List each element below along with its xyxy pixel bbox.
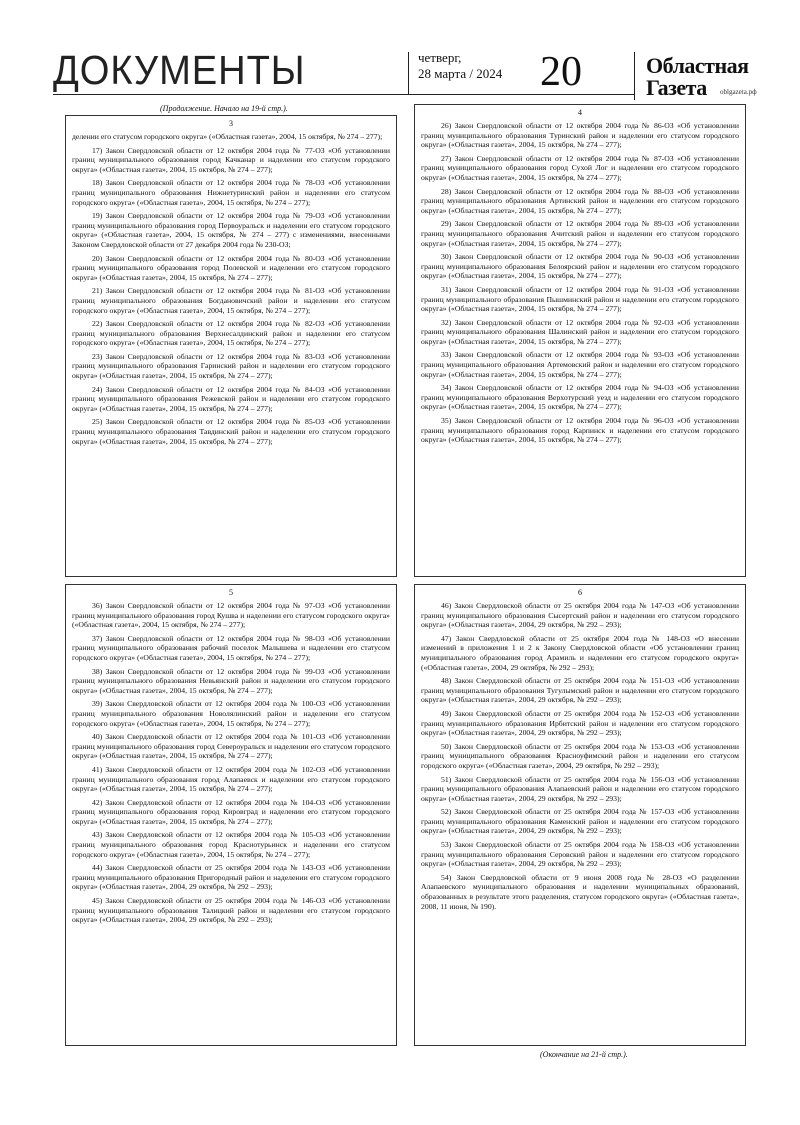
law-item: 42) Закон Свердловской области от 12 октября 2004 года № 104-ОЗ «Об установлении границ муниципального образования город Кировград и наделении его статусом городского округа» («Областная газета», 2004, 15 октября, № 274 – 277); xyxy=(72,797,390,826)
ending-note: (Окончание на 21-й стр.). xyxy=(540,1050,628,1059)
law-item: 49) Закон Свердловской области от 25 октября 2004 года № 152-ОЗ «Об установлении границ муниципального образования Ирбитский район и наделении его статусом городского округа» («Областная газета», 2004, 29 октября, № 292 – 293); xyxy=(421,708,739,738)
law-item: 48) Закон Свердловской области от 25 октября 2004 года № 151-ОЗ «Об установлении границ муниципального образования Тугулымский район и наделении его статусом городского округа» («Областная газета», 2004, 29 октября, № 292 – 293); xyxy=(421,676,739,705)
panel-number: 3 xyxy=(229,119,233,128)
panel-number: 4 xyxy=(578,108,582,117)
law-item: 35) Закон Свердловской области от 12 октября 2004 года № 96-ОЗ «Об установлении границ муниципального образования город Карпинск и наделении его статусом городского округа» («Областная газета», 2004, 15 октября, № 274 – 277); xyxy=(421,416,739,445)
panel-number: 6 xyxy=(578,588,582,597)
newspaper-logo-line1: Областная xyxy=(646,53,749,78)
section-title: ДОКУМЕНТЫ xyxy=(53,47,306,93)
law-item: 32) Закон Свердловской области от 12 октября 2004 года № 92-ОЗ «Об установлении границ муниципального образования Шалинский район и наделении его статусом городского округа» («Областная газета», 2004, 15 октября, № 274 – 277); xyxy=(421,317,739,346)
law-item: 36) Закон Свердловской области от 12 октября 2004 года № 97-ОЗ «Об установлении границ муниципального образования город Кушва и наделении его статусом городского округа» («Областная газета», 2004, 15 октября, № 274 – 277); xyxy=(72,601,390,630)
document-panel-6 xyxy=(414,584,746,1046)
document-panel-5 xyxy=(65,584,397,1046)
page-number: 20 xyxy=(540,49,582,95)
panel-body xyxy=(415,121,745,445)
law-item: 30) Закон Свердловской области от 12 октября 2004 года № 90-ОЗ «Об установлении границ муниципального образования Белоярский район и наделении его статусом городского округа» («Областная газета», 2004, 15 октября, № 274 – 277); xyxy=(421,252,739,281)
panel-number: 5 xyxy=(229,588,233,597)
law-item: 29) Закон Свердловской области от 12 октября 2004 года № 89-ОЗ «Об установлении границ муниципального образования Ачитский район и наделении его статусом городского округа» («Областная газета», 2004, 15 октября, № 274 – 277); xyxy=(421,219,739,248)
panel-body xyxy=(415,601,745,911)
law-item: 24) Закон Свердловской области от 12 октября 2004 года № 84-ОЗ «Об установлении границ муниципального образования Режевской район и наделении его статусом городского округа» («Областная газета», 2004, 15 октября, № 274 – 277); xyxy=(72,384,390,413)
law-item: 19) Закон Свердловской области от 12 октября 2004 года № 79-ОЗ «Об установлении границ муниципального образования город Первоуральск и наделении его статусом городского округа» («Областная газета», 2004, 15 октября, № 274 – 277) с изменениями, внесенными Законом Свердловской области от 27 декабря 2004 года № 230-ОЗ; xyxy=(72,211,390,249)
law-item: 33) Закон Свердловской области от 12 октября 2004 года № 93-ОЗ «Об установлении границ муниципального образования Артемовский район и наделении его статусом городского округа» («Областная газета», 2004, 15 октября, № 274 – 277); xyxy=(421,350,739,379)
issue-weekday: четверг, xyxy=(418,50,462,65)
law-item: 43) Закон Свердловской области от 12 октября 2004 года № 105-ОЗ «Об установлении границ муниципального образования город Краснотурьинск и наделении его статусом городского округа» («Областная газета», 2004, 15 октября, № 274 – 277); xyxy=(72,830,390,859)
law-item: 52) Закон Свердловской области от 25 октября 2004 года № 157-ОЗ «Об установлении границ муниципального образования Каменский район и наделении его статусом городского округа» («Областная газета», 2004, 29 октября, № 292 – 293); xyxy=(421,807,739,836)
law-item: 34) Закон Свердловской области от 12 октября 2004 года № 94-ОЗ «Об установлении границ муниципального образования Верхотурский уезд и наделении его статусом городского округа» («Областная газета», 2004, 15 октября, № 274 – 277); xyxy=(421,383,739,412)
law-item: 27) Закон Свердловской области от 12 октября 2004 года № 87-ОЗ «Об установлении границ муниципального образования город Сухой Лог и наделении его статусом городского округа» («Областная газета», 2004, 15 октября, № 274 – 277); xyxy=(421,153,739,182)
date-underline xyxy=(408,94,634,95)
law-item: 18) Закон Свердловской области от 12 октября 2004 года № 78-ОЗ «Об установлении границ муниципального образования Нижнетуринский район и наделении его статусом городского округа» («Областная газета», 2004, 15 октября, № 274 – 277); xyxy=(72,178,390,207)
newspaper-logo-line2: Газета xyxy=(646,75,707,100)
law-item: 37) Закон Свердловской области от 12 октября 2004 года № 98-ОЗ «Об установлении границ муниципального образования рабочий поселок Малышева и наделении его статусом городского округа» («Областная газета», 2004, 15 октября, № 274 – 277); xyxy=(72,633,390,662)
page-header xyxy=(0,0,800,100)
law-item: 21) Закон Свердловской области от 12 октября 2004 года № 81-ОЗ «Об установлении границ муниципального образования Богдановичский район и наделении его статусом городского округа» («Областная газета», 2004, 15 октября, № 274 – 277); xyxy=(72,286,390,315)
law-item: 39) Закон Свердловской области от 12 октября 2004 года № 100-ОЗ «Об установлении границ муниципального образования Новолялинский район и наделении его статусом городского округа» («Областная газета», 2004, 15 октября, № 274 – 277); xyxy=(72,699,390,728)
law-item: делении его статусом городского округа» («Областная газета», 2004, 15 октября, № 274 – 277); xyxy=(72,132,383,141)
law-item: 41) Закон Свердловской области от 12 октября 2004 года № 102-ОЗ «Об установлении границ муниципального образования город Алапаевск и наделении его статусом городского округа» («Областная газета», 2004, 15 октября, № 274 – 277); xyxy=(72,764,390,794)
law-item: 50) Закон Свердловской области от 25 октября 2004 года № 153-ОЗ «Об установлении границ муниципального образования Красноуфимский район и наделении его статусом городского округа» («Областная газета», 2004, 29 октября, № 292 – 293); xyxy=(421,741,739,770)
law-item: 51) Закон Свердловской области от 25 октября 2004 года № 156-ОЗ «Об установлении границ муниципального образования Алапаевский район и наделении его статусом городского округа» («Областная газета», 2004, 29 октября, № 292 – 293); xyxy=(421,774,739,803)
law-item: 47) Закон Свердловской области от 25 октября 2004 года № 148-ОЗ «О внесении изменений в приложения 1 и 2 к Закону Свердловской области «Об установлении границ муниципального образования город Арамиль и наделении его статусом городского округа» («Областная газета», 2004, 29 октября, № 292 – 293); xyxy=(421,633,739,672)
law-item: 54) Закон Свердловской области от 9 июня 2008 года № 28-ОЗ «О разделении Алапаевского муниципального образования и наделении муниципальных образований, образованных в результате этого разделения, статусом городского округа» («Областная газета», 2008, 11 июня, № 190). xyxy=(421,872,739,911)
law-item: 25) Закон Свердловской области от 12 октября 2004 года № 85-ОЗ «Об установлении границ муниципального образования Тавдинский район и наделении его статусом городского округа» («Областная газета», 2004, 15 октября, № 274 – 277); xyxy=(72,417,390,446)
law-item: 53) Закон Свердловской области от 25 октября 2004 года № 158-ОЗ «Об установлении границ муниципального образования Серовский район и наделении его статусом городского округа» («Областная газета», 2004, 29 октября, № 292 – 293); xyxy=(421,840,739,869)
law-item: 45) Закон Свердловской области от 25 октября 2004 года № 146-ОЗ «Об установлении границ муниципального образования Талицкий район и наделении его статусом городского округа» («Областная газета», 2004, 29 октября, № 292 – 293); xyxy=(72,896,390,925)
continued-note: (Продолжение. Начало на 19-й стр.). xyxy=(160,104,288,113)
law-item: 17) Закон Свердловской области от 12 октября 2004 года № 77-ОЗ «Об установлении границ муниципального образования город Качканар и наделении его статусом городского округа» («Областная газета», 2004, 15 октября, № 274 – 277); xyxy=(72,145,390,174)
newspaper-site: oblgazeta.рф xyxy=(720,88,757,96)
panel-body xyxy=(66,132,396,446)
header-divider-left xyxy=(408,52,409,94)
law-item: 28) Закон Свердловской области от 12 октября 2004 года № 88-ОЗ «Об установлении границ муниципального образования Артинский район и наделении его статусом городского округа» («Областная газета», 2004, 15 октября, № 274 – 277); xyxy=(421,186,739,215)
law-item: 40) Закон Свердловской области от 12 октября 2004 года № 101-ОЗ «Об установлении границ муниципального образования город Североуральск и наделении его статусом городского округа» («Областная газета», 2004, 15 октября, № 274 – 277); xyxy=(72,732,390,761)
law-item: 44) Закон Свердловской области от 25 октября 2004 года № 143-ОЗ «Об установлении границ муниципального образования Пригородный район и наделении его статусом городского округа» («Областная газета», 2004, 29 октября, № 292 – 293); xyxy=(72,863,390,892)
law-item: 31) Закон Свердловской области от 12 октября 2004 года № 91-ОЗ «Об установлении границ муниципального образования Пышминский район и наделении его статусом городского округа» («Областная газета», 2004, 15 октября, № 274 – 277); xyxy=(421,284,739,314)
header-divider-right xyxy=(634,52,635,100)
law-item: 38) Закон Свердловской области от 12 октября 2004 года № 99-ОЗ «Об установлении границ муниципального образования Невьянский район и наделении его статусом городского округа» («Областная газета», 2004, 15 октября, № 274 – 277); xyxy=(72,666,390,695)
law-item: 20) Закон Свердловской области от 12 октября 2004 года № 80-ОЗ «Об установлении границ муниципального образования город Полевской и наделении его статусом городского округа» («Областная газета», 2004, 15 октября, № 274 – 277); xyxy=(72,253,390,282)
law-item: 23) Закон Свердловской области от 12 октября 2004 года № 83-ОЗ «Об установлении границ муниципального образования Гаринский район и наделении его статусом городского округа» («Областная газета», 2004, 15 октября, № 274 – 277); xyxy=(72,351,390,381)
law-item: 26) Закон Свердловской области от 12 октября 2004 года № 86-ОЗ «Об установлении границ муниципального образования Туринский район и наделении его статусом городского округа» («Областная газета», 2004, 15 октября, № 274 – 277); xyxy=(421,121,739,150)
document-panel-4 xyxy=(414,104,746,577)
law-item: 22) Закон Свердловской области от 12 октября 2004 года № 82-ОЗ «Об установлении границ муниципального образования Верхнесалдинский район и наделении его статусом городского округа» («Областная газета», 2004, 15 октября, № 274 – 277); xyxy=(72,319,390,348)
law-item: 46) Закон Свердловской области от 25 октября 2004 года № 147-ОЗ «Об установлении границ муниципального образования Сысертский район и наделении его статусом городского округа» («Областная газета», 2004, 29 октября, № 292 – 293); xyxy=(421,601,739,630)
title-underline xyxy=(53,94,408,95)
panel-body xyxy=(66,601,396,925)
document-panel-3 xyxy=(65,115,397,577)
issue-date: 28 марта / 2024 xyxy=(418,66,503,81)
